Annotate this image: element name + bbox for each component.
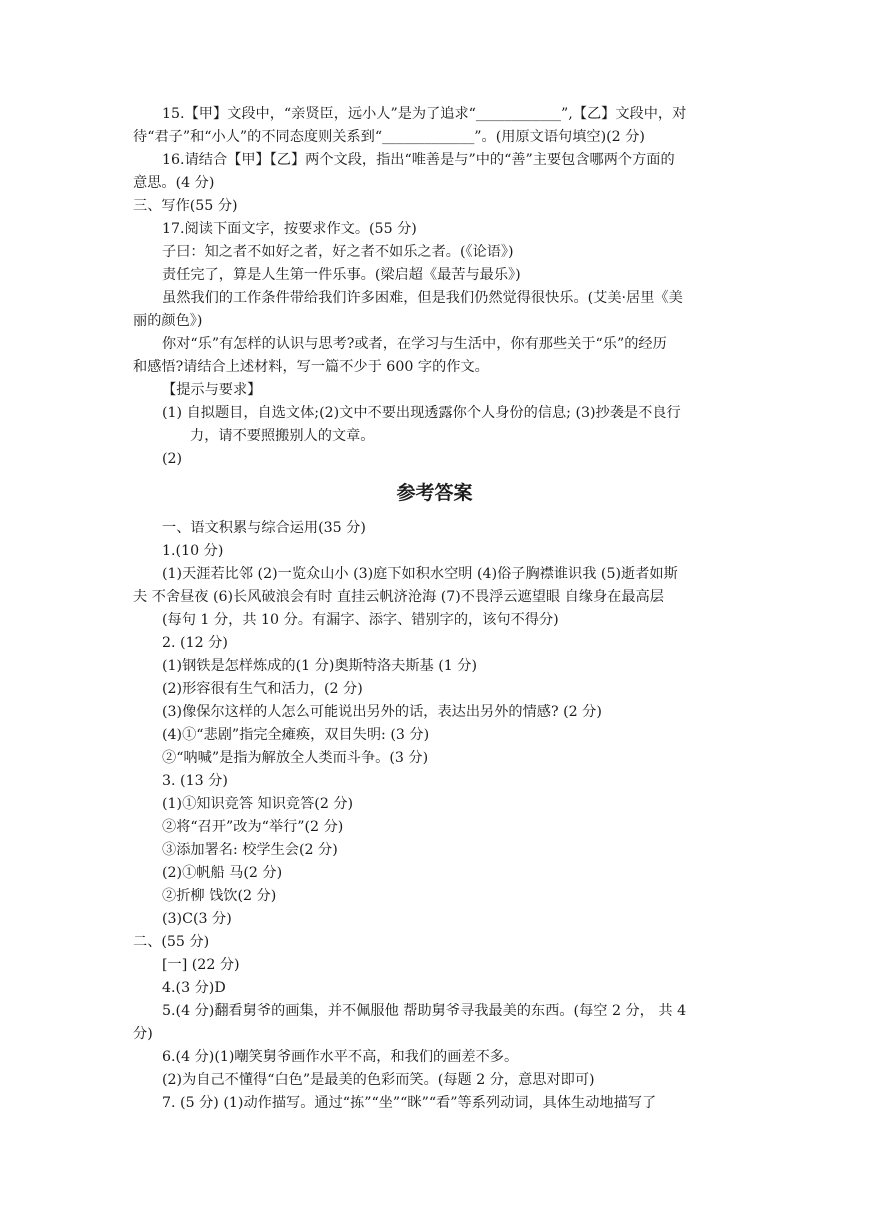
- answer-key-title: 参考答案: [396, 482, 473, 504]
- answer-1-line-2: 夫 不舍昼夜 (6)长风破浪会有时 直挂云帆济沧海 (7)不畏浮云遮望眼 自缘身在最高层: [133, 589, 664, 605]
- material-quote-3-line-2: 丽的颜色》): [133, 313, 203, 329]
- answer-section-1-heading: 一、语文积累与综合运用(35 分): [162, 520, 366, 536]
- tips-heading: 【提示与要求】: [162, 382, 262, 398]
- answer-4: 4.(3 分)D: [162, 980, 226, 996]
- answer-5-line-1: 5.(4 分)翻看舅爷的画集，并不佩服他 帮助舅爷寻我最美的东西。(每空 2 分， 共 4: [162, 1003, 687, 1019]
- material-quote-1: 子曰：知之者不如好之者，好之者不如乐之者。(《论语》): [162, 244, 514, 260]
- question-17-prompt: 17.阅读下面文字，按要求作文。(55 分): [162, 221, 417, 237]
- answer-3-part-1-c: ③添加署名: 校学生会(2 分): [162, 842, 338, 858]
- essay-question-line-2: 和感悟?请结合上述材料，写一篇不少于 600 字的作文。: [133, 359, 489, 375]
- question-15-line-2: 待“君子”和“小人”的不同态度则关系到“_____________”。(用原文语句填空)(2 分): [133, 129, 645, 145]
- tips-line-2: 力，请不要照搬别人的文章。: [190, 428, 375, 444]
- section-heading-writing: 三、写作(55 分): [133, 198, 238, 214]
- answer-7-line-1: 7. (5 分) (1)动作描写。通过“拣”“坐”“眯”“看”等系列动词，具体生动地描写了: [162, 1095, 657, 1111]
- answer-2-part-1: (1)钢铁是怎样炼成的(1 分)奥斯特洛夫斯基 (1 分): [162, 658, 478, 674]
- answer-6-part-2: (2)为自己不懂得“白色”是最美的色彩而笑。(每题 2 分，意思对即可): [162, 1072, 595, 1088]
- tips-line-3: (2): [162, 451, 183, 467]
- question-16-line-2: 意思。(4 分): [133, 175, 215, 191]
- answer-3-heading: 3. (13 分): [162, 773, 228, 789]
- answer-3-part-1-a: (1)①知识竞答 知识竞答(2 分): [162, 796, 354, 812]
- answer-2-part-4-b: ②“呐喊”是指为解放全人类而斗争。(3 分): [162, 750, 429, 766]
- material-quote-3-line-1: 虽然我们的工作条件带给我们许多困难，但是我们仍然觉得很快乐。(艾美·居里《美: [162, 290, 683, 306]
- answer-5-line-2: 分): [133, 1026, 153, 1042]
- answer-2-heading: 2. (12 分): [162, 635, 228, 651]
- material-quote-2: 责任完了，算是人生第一件乐事。(梁启超《最苦与最乐》): [162, 267, 521, 283]
- question-15-line-1: 15.【甲】文段中，“亲贤臣，远小人”是为了追求“____________”,【乙】文段中，对: [162, 106, 687, 122]
- answer-3-part-3: (3)C(3 分): [162, 911, 232, 927]
- answer-6-part-1: 6.(4 分)(1)嘲笑舅爷画作水平不高，和我们的画差不多。: [162, 1049, 519, 1065]
- answer-3-part-2-a: (2)①帆船 马(2 分): [162, 865, 283, 881]
- essay-question-line-1: 你对“乐”有怎样的认识与思考?或者，在学习与生活中，你有那些关于“乐”的经历: [162, 336, 667, 352]
- answer-2-part-2: (2)形容很有生气和活力，(2 分): [162, 681, 363, 697]
- answer-3-part-2-b: ②折柳 饯饮(2 分): [162, 888, 277, 904]
- tips-line-1: (1) 自拟题目，自选文体;(2)文中不要出现透露你个人身份的信息; (3)抄袭是不良行: [162, 405, 681, 421]
- answer-1-line-1: (1)天涯若比邻 (2)一览众山小 (3)庭下如积水空明 (4)俗子胸襟谁识我 (5)逝者如斯: [162, 566, 678, 582]
- answer-section-2-heading: 二、(55 分): [133, 934, 210, 950]
- answer-2-part-3: (3)像保尔这样的人怎么可能说出另外的话，表达出另外的情感? (2 分): [162, 704, 602, 720]
- answer-subsection-1-heading: [一] (22 分): [162, 957, 240, 973]
- answer-1-heading: 1.(10 分): [162, 543, 224, 559]
- answer-2-part-4-a: (4)①“悲剧”指完全瘫痪，双目失明: (3 分): [162, 727, 430, 743]
- answer-1-scoring-note: (每句 1 分，共 10 分。有漏字、添字、错别字的，该句不得分): [162, 612, 559, 628]
- question-16-line-1: 16.请结合【甲】【乙】两个文段，指出“唯善是与”中的“善”主要包含哪两个方面的: [162, 152, 675, 168]
- answer-3-part-1-b: ②将“召开”改为“举行”(2 分): [162, 819, 344, 835]
